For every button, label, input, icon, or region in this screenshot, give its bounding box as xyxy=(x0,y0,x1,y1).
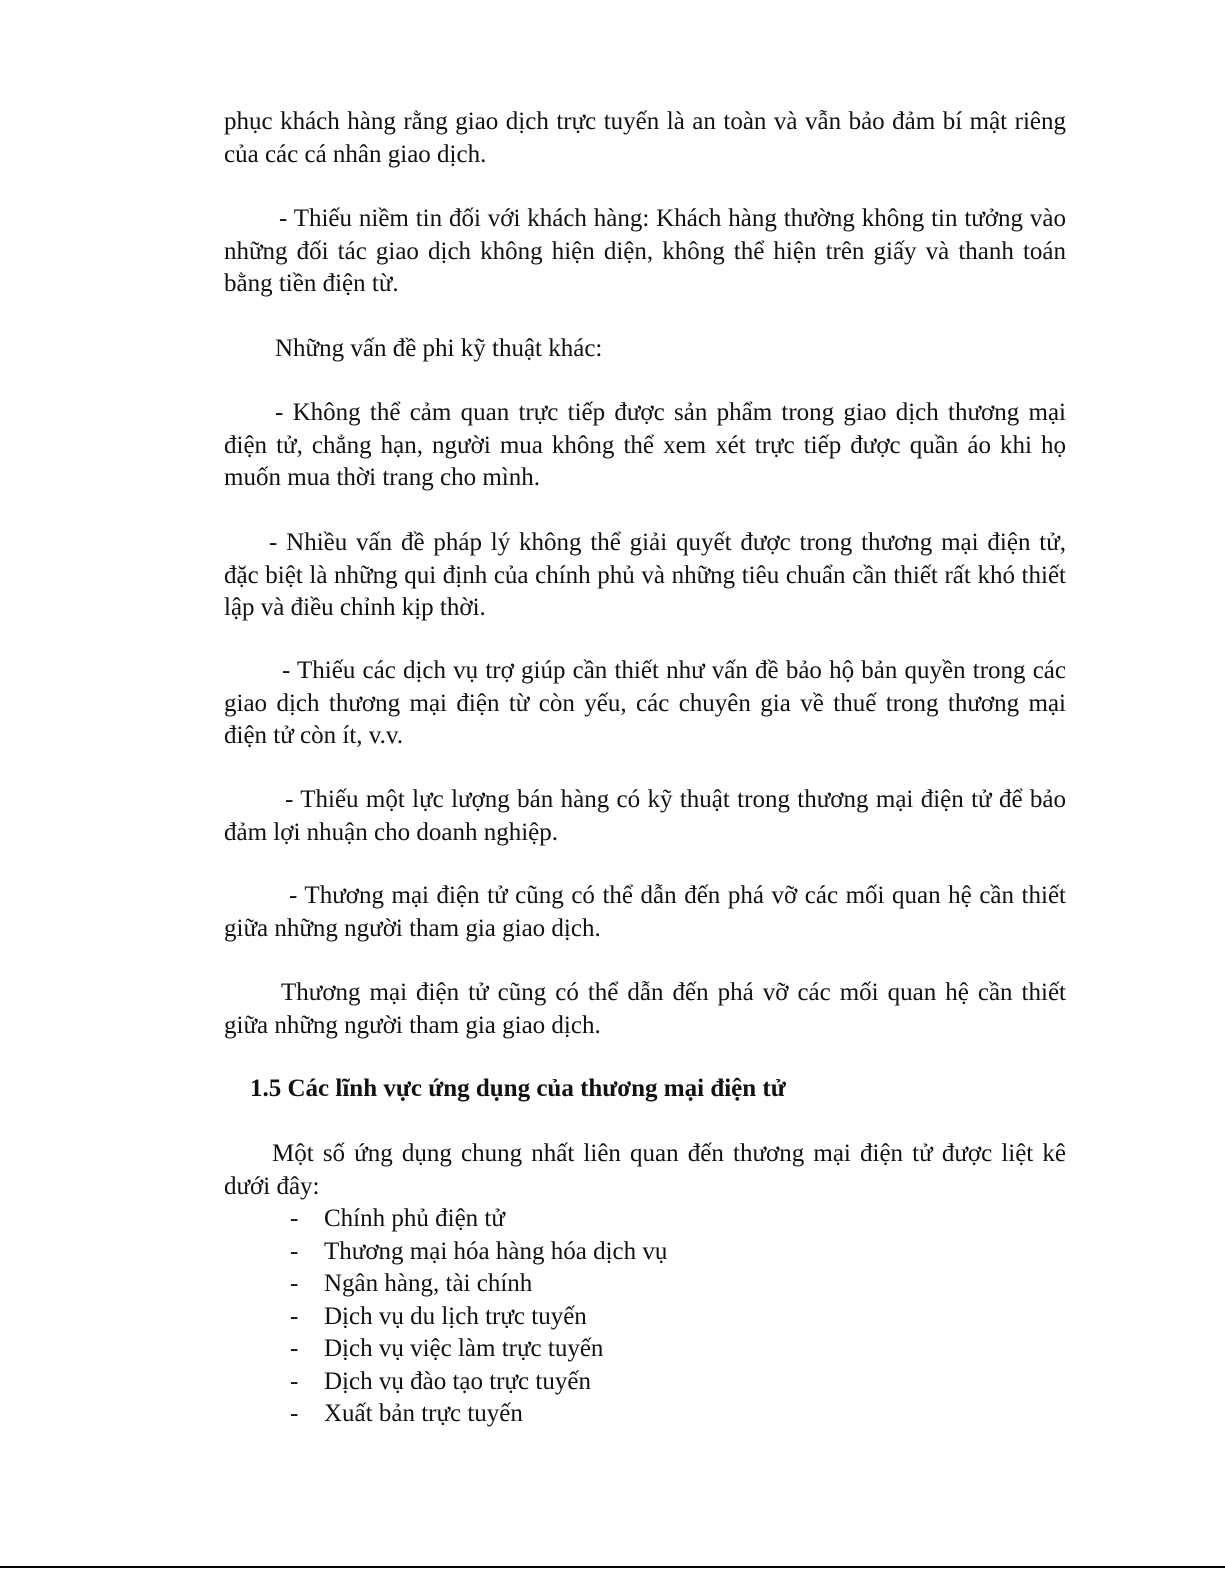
section-heading: 1.5 Các lĩnh vực ứng dụng của thương mại điện tử xyxy=(250,1075,786,1102)
paragraph-legal-issues: - Nhiều vấn đề pháp lý không thể giải quyết được trong thương mại điện tử, đặc biệt là những qui định của chính phủ và những tiêu chuẩn cần thiết rất khó thiết lập và điều chỉnh kịp thời. xyxy=(224,529,1066,621)
list-item-text: Ngân hàng, tài chính xyxy=(324,1270,533,1297)
list-bullet: - xyxy=(290,1302,299,1330)
paragraph-non-technical-intro: Những vấn đề phi kỹ thuật khác: xyxy=(275,335,603,362)
list-item-text: Thương mại hóa hàng hóa dịch vụ xyxy=(324,1237,668,1265)
list-bullet: - xyxy=(290,1205,299,1232)
list-bullet: - xyxy=(290,1400,299,1427)
paragraph-continuation: phục khách hàng rằng giao dịch trực tuyến là an toàn và vẫn bảo đảm bí mật riêng của các cá nhân giao dịch. xyxy=(224,108,1066,168)
paragraph-product-perception: - Không thể cảm quan trực tiếp được sản phẩm trong giao dịch thương mại điện tử, chẳng hạn, người mua không thể xem xét trực tiếp được quần áo khi họ muốn mua thời trang cho mình. xyxy=(224,399,1066,491)
list-bullet: - xyxy=(290,1270,299,1297)
paragraph-sales-force: - Thiếu một lực lượng bán hàng có kỹ thuật trong thương mại điện tử để bảo đảm lợi nhuận cho doanh nghiệp. xyxy=(224,786,1066,846)
paragraph-relationships: Thương mại điện tử cũng có thể dẫn đến phá vỡ các mối quan hệ cần thiết giữa những người tham gia giao dịch. xyxy=(224,979,1066,1039)
list-item-text: Dịch vụ việc làm trực tuyến xyxy=(324,1335,604,1362)
paragraph-customer-trust: - Thiếu niềm tin đối với khách hàng: Khách hàng thường không tin tưởng vào những đối tác giao dịch không hiện diện, không thể hiện trên giấy và thanh toán bằng tiền điện từ. xyxy=(224,205,1066,297)
list-bullet: - xyxy=(290,1237,299,1265)
list-item-text: Chính phủ điện tử xyxy=(324,1205,505,1232)
paragraph-support-services: - Thiếu các dịch vụ trợ giúp cần thiết như vấn đề bảo hộ bản quyền trong các giao dịch thương mại điện từ còn yếu, các chuyên gia về thuế trong thương mại điện tử còn ít, v.v. xyxy=(224,657,1066,749)
list-bullet: - xyxy=(290,1335,299,1362)
list-item-text: Xuất bản trực tuyến xyxy=(324,1400,523,1427)
page-bottom-rule xyxy=(0,1566,1225,1568)
list-bullet: - xyxy=(290,1367,299,1395)
paragraph-relationships-dash: - Thương mại điện tử cũng có thể dẫn đến phá vỡ các mối quan hệ cần thiết giữa những người tham gia giao dịch. xyxy=(224,882,1066,942)
section-intro: Một số ứng dụng chung nhất liên quan đến thương mại điện tử được liệt kê dưới đây: xyxy=(224,1140,1066,1200)
list-item-text: Dịch vụ du lịch trực tuyến xyxy=(324,1302,587,1330)
list-item-text: Dịch vụ đào tạo trực tuyến xyxy=(324,1367,591,1395)
